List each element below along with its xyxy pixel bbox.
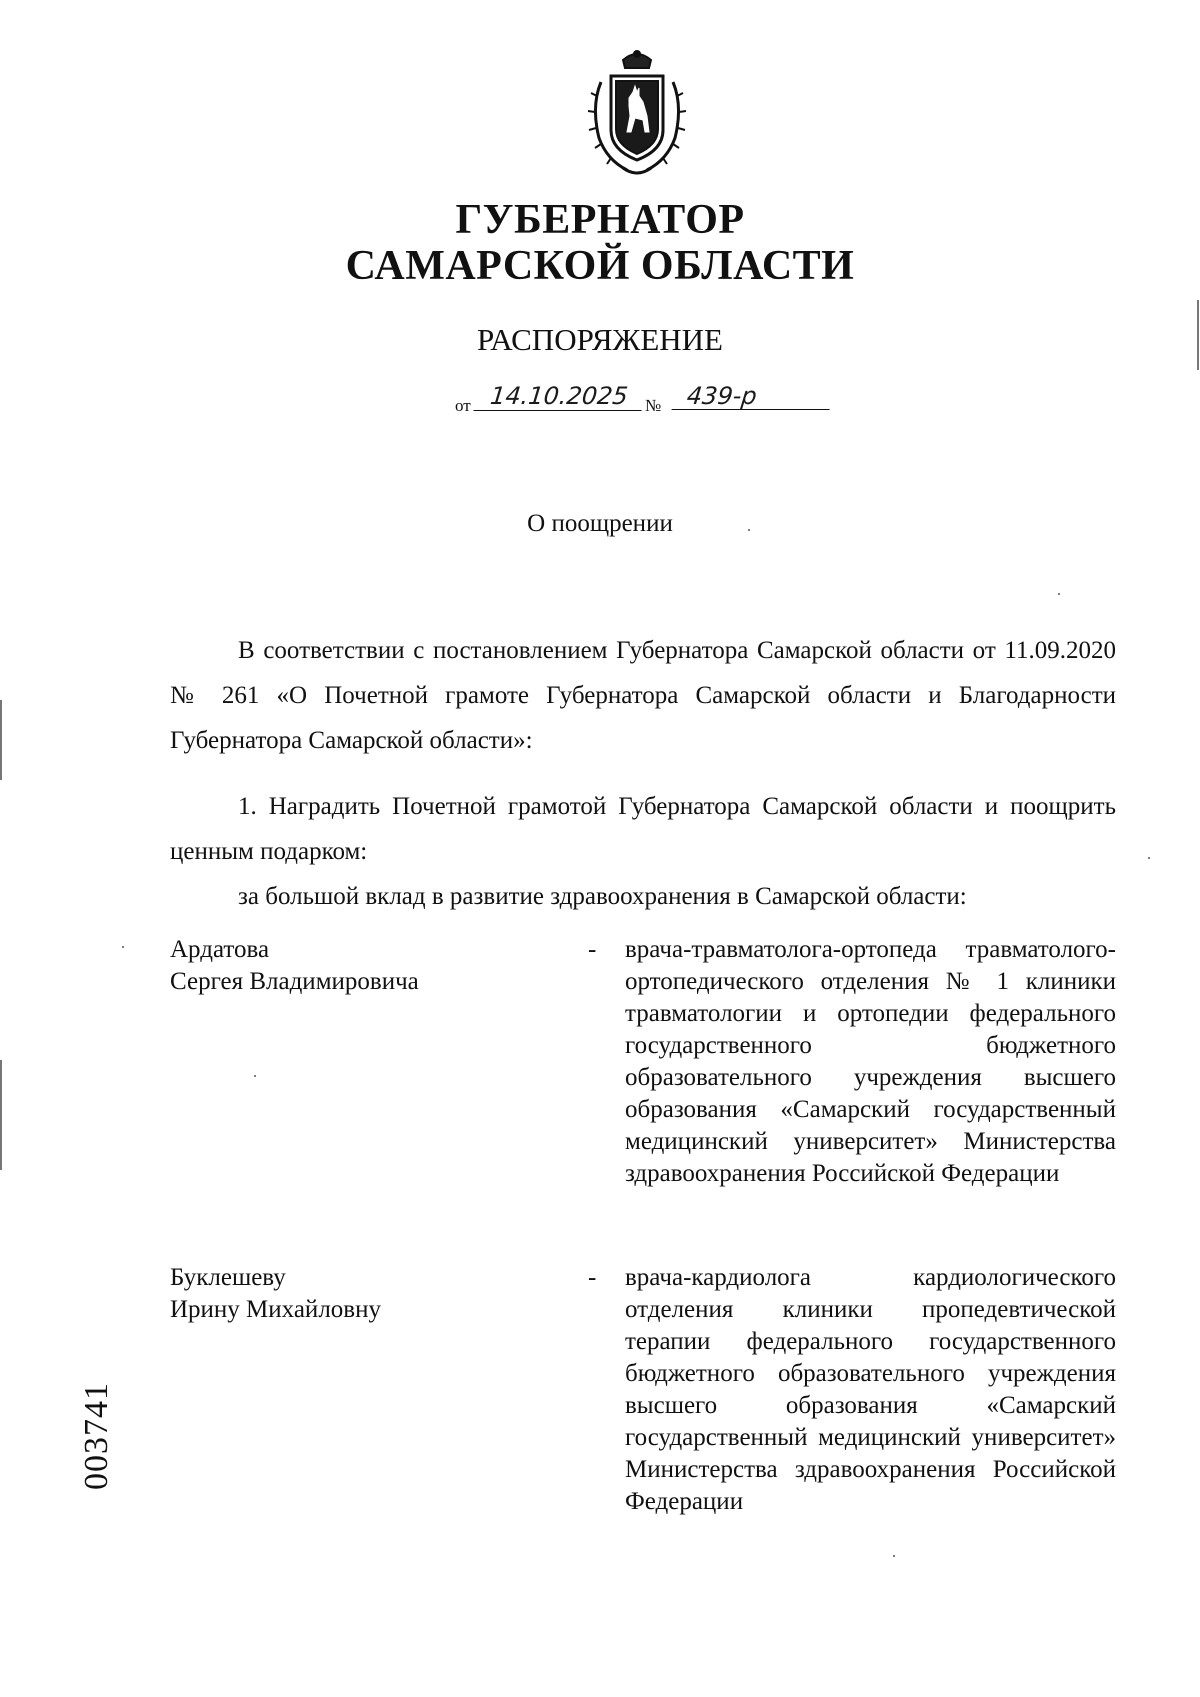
scan-speck xyxy=(254,1075,256,1077)
awardee-position: врача-кардиолога кардиологического отделения клиники пропедевтической терапии федерального государственного бюджетного образовательного учреждения высшего образования «Самарский государственный медицинский университет» Министерства здравоохранения Российской Федерации xyxy=(625,1264,1116,1515)
preamble-paragraph: В соответствии с постановлением Губернатора Самарской области от 11.09.2020 № 261 «О Почетной грамоте Губернатора Самарской области и Благодарности Губернатора Самарской области»: xyxy=(170,637,1116,754)
scan-edge-mark xyxy=(0,1060,2,1170)
awardee-name: Буклешеву Ирину Михайловну xyxy=(170,1264,381,1323)
number-prefix: № xyxy=(645,396,662,415)
scan-speck xyxy=(748,529,750,531)
scan-edge-mark xyxy=(0,700,2,780)
scan-edge-mark xyxy=(1197,300,1199,370)
date-prefix: от xyxy=(455,396,471,415)
issuer-title-line1: ГУБЕРНАТОР xyxy=(455,197,745,243)
serial-number: 003741 xyxy=(78,1382,115,1490)
awardee-dash: - xyxy=(588,1264,597,1291)
item-1-paragraph: 1. Наградить Почетной грамотой Губернатора Самарской области и поощрить ценным подарком: xyxy=(170,793,1116,865)
issuer-title-line2: САМАРСКОЙ ОБЛАСТИ xyxy=(345,243,855,289)
document-subject: О поощрении xyxy=(527,510,673,537)
awardee-dash: - xyxy=(588,936,597,963)
samara-coat-of-arms-icon xyxy=(583,46,691,182)
awardee-position: врача-травматолога-ортопеда травматолого-ортопедического отделения № 1 клиники травматологии и ортопедии федерального государственного бюджетного образовательного учреждения высшего образования «Самарский государственный медицинский университет» Министерства здравоохранения Российской Федерации xyxy=(625,936,1116,1187)
document-number: 439-р xyxy=(672,382,833,410)
awardee-name: Ардатова Сергея Владимировича xyxy=(170,936,419,995)
scan-speck xyxy=(1058,593,1060,595)
scan-speck xyxy=(122,946,124,948)
document-date: 14.10.2025 xyxy=(473,382,644,411)
award-reason: за большой вклад в развитие здравоохранения в Самарской области: xyxy=(238,883,967,910)
document-type: РАСПОРЯЖЕНИЕ xyxy=(477,322,723,357)
scan-speck xyxy=(893,1555,895,1557)
scan-speck xyxy=(1148,857,1150,859)
